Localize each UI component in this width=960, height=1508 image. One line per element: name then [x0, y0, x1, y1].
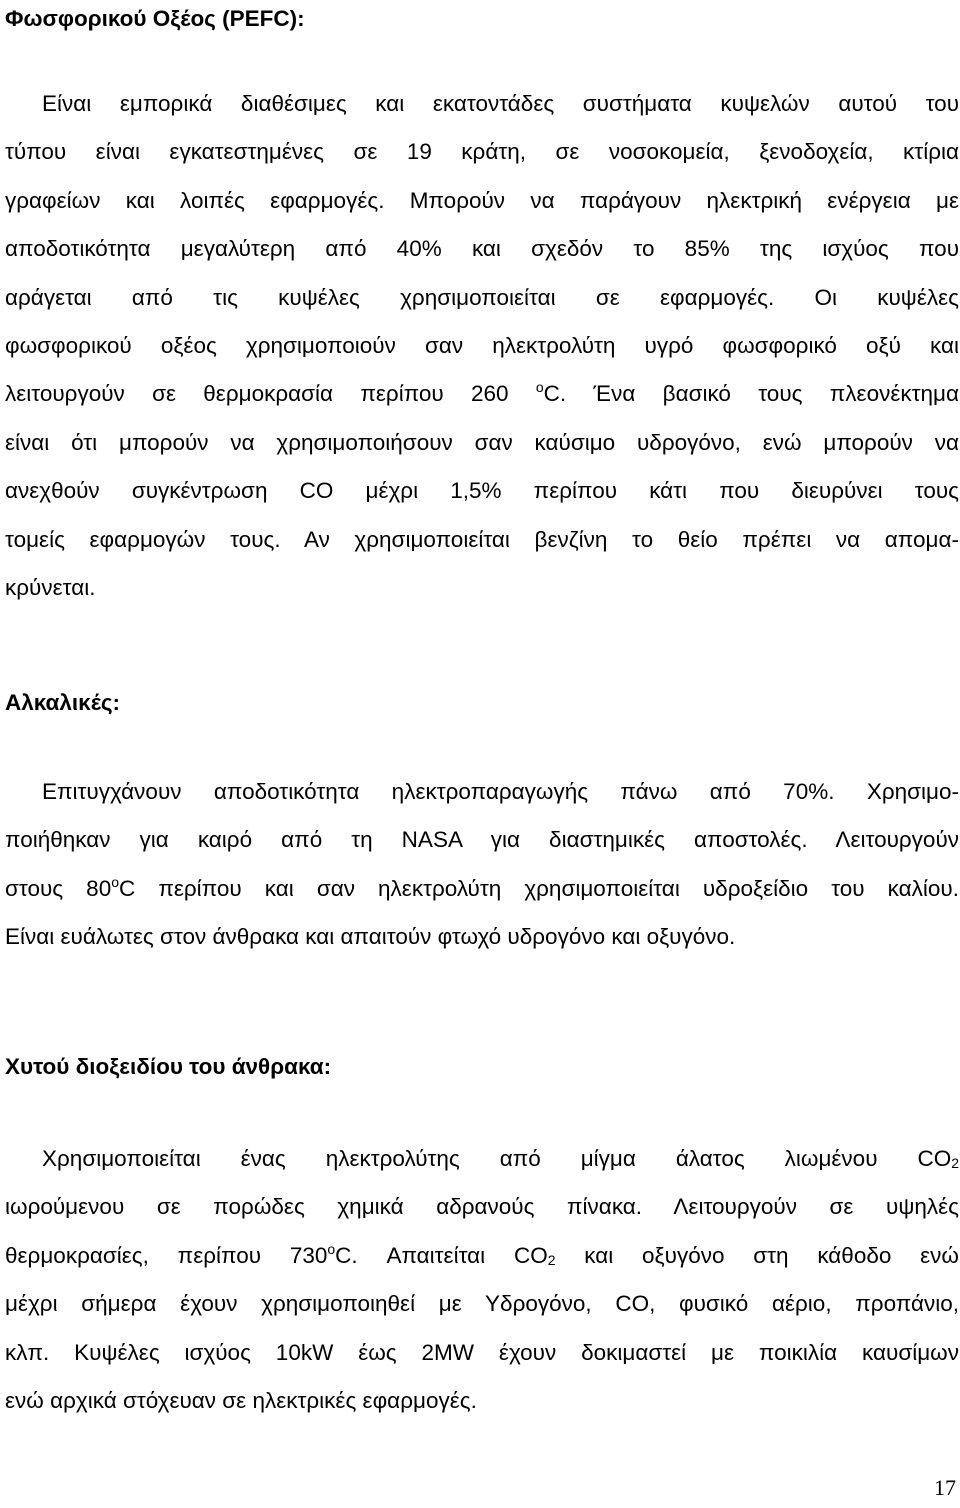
text-line: ενώ αρχικά στόχευαν σε ηλεκτρικές εφαρμογές. — [5, 1387, 477, 1413]
text-line: αποδοτικότητα μεγαλύτερη από 40% και σχεδόν το 85% της ισχύος που — [5, 236, 959, 262]
text-line: Είναι ευάλωτες στον άνθρακα και απαιτούν φτωχό υδρογόνο και οξυγόνο. — [5, 924, 736, 950]
superscript-degree: o — [327, 1240, 336, 1257]
text-line: ανεχθούν συγκέντρωση CO μέχρι 1,5% περίπου κάτι που διευρύνει τους — [5, 478, 959, 504]
text-line: Χρησιμοποιείται ένας ηλεκτρολύτης από μίγμα άλατος λιωμένου $CO_2$ — [42, 1146, 959, 1171]
text-line: ποιήθηκαν για καιρό από τη NASA για διαστημικές αποστολές. Λειτουργούν — [5, 827, 959, 853]
section-heading-pefc: Φωσφορικού Οξέος (PEFC): — [5, 6, 305, 31]
section-body-pefc — [5, 80, 959, 612]
superscript-degree: o — [535, 379, 544, 396]
text-line: αράγεται από τις κυψέλες χρησιμοποιείται σε εφαρμογές. Οι κυψέλες — [5, 284, 959, 310]
text-line: μέχρι σήμερα έχουν χρησιμοποιηθεί με Υδρογόνο, CO, φυσικό αέριο, προπάνιο, — [5, 1291, 959, 1317]
text-line: φωσφορικού οξέος χρησιμοποιούν σαν ηλεκτρολύτη υγρό φωσφορικό οξύ και — [5, 332, 959, 358]
text-line: λειτουργούν σε θερμοκρασία περίπου 260 $^o$C. Ένα βασικό τους πλεονέκτημα — [5, 379, 959, 407]
subscript-two: 2 — [951, 1155, 959, 1171]
text-line: στους 80$^o$C περίπου και σαν ηλεκτρολύτη χρησιμοποιείται υδροξείδιο του καλίου. — [5, 873, 959, 901]
text-line: είναι ότι μπορούν να χρησιμοποιήσουν σαν καύσιμο υδρογόνο, ενώ μπορούν να — [5, 429, 959, 455]
text-line: Επιτυγχάνουν αποδοτικότητα ηλεκτροπαραγωγής πάνω από 70%. Χρησιμο- — [42, 779, 959, 804]
section-body-alkaline — [5, 768, 959, 962]
text-line: Είναι εμπορικά διαθέσιμες και εκατοντάδες συστήματα κυψελών αυτού του — [42, 91, 959, 116]
text-line: τύπου είναι εγκατεστημένες σε 19 κράτη, σε νοσοκομεία, ξενοδοχεία, κτίρια — [5, 139, 959, 165]
text-line: κλπ. Κυψέλες ισχύος 10kW έως 2MW έχουν δοκιμαστεί με ποικιλία καυσίμων — [5, 1339, 959, 1365]
section-body-molten-carbonate — [5, 1135, 959, 1425]
page-number: 17 — [934, 1475, 956, 1500]
text-line: τομείς εφαρμογών τους. Αν χρησιμοποιείται βενζίνη το θείο πρέπει να απομα- — [5, 526, 959, 552]
text-line: ιωρούμενου σε πορώδες χημικά αδρανούς πίνακα. Λειτουργούν σε υψηλές — [5, 1194, 959, 1220]
section-heading-alkaline: Αλκαλικές: — [5, 690, 121, 715]
text-line: γραφείων και λοιπές εφαρμογές. Μπορούν να παράγουν ηλεκτρική ενέργεια με — [5, 187, 959, 213]
text-line: θερμοκρασίες, περίπου 730$^o$C. Απαιτείται $CO_2$ και οξυγόνο στη κάθοδο ενώ — [5, 1240, 959, 1268]
subscript-two: 2 — [547, 1251, 556, 1268]
section-heading-molten-carbonate: Χυτού διοξειδίου του άνθρακα: — [5, 1054, 332, 1079]
text-line: κρύνεται. — [5, 574, 96, 600]
superscript-degree: o — [111, 873, 120, 890]
